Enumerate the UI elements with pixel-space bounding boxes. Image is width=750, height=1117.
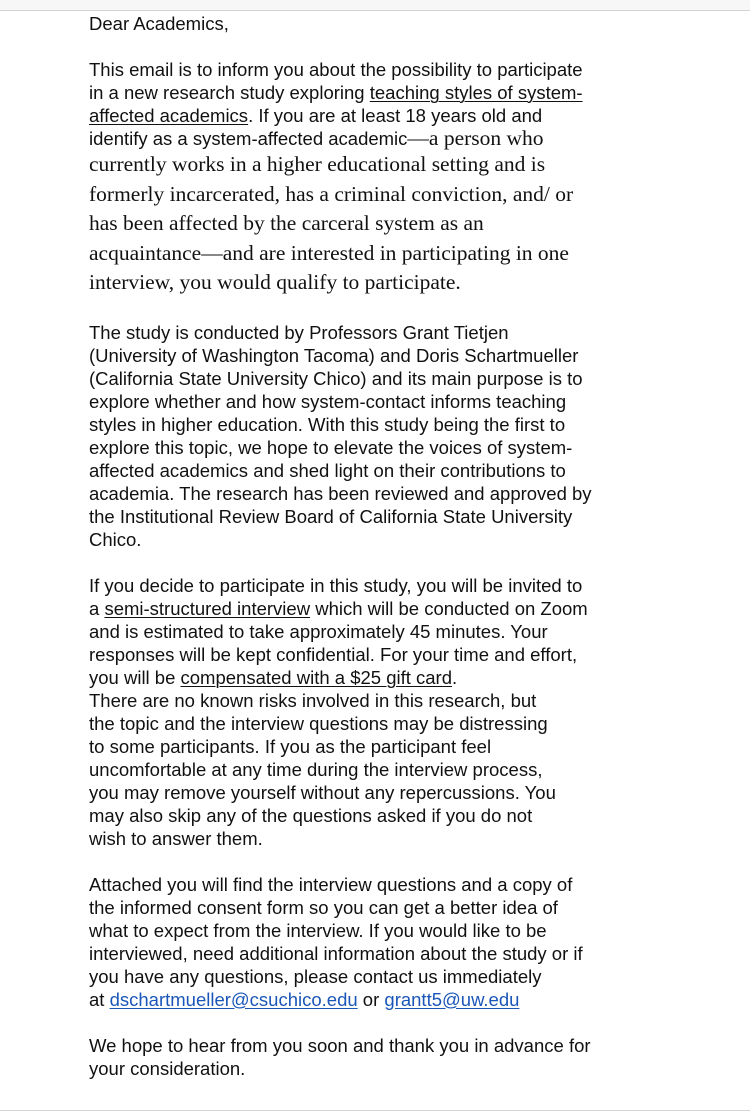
text-line: in a new research study exploring teaching styles of system- xyxy=(89,82,583,103)
text-line: Chico. xyxy=(89,528,142,550)
text-line: currently works in a higher educational setting and is xyxy=(89,152,546,176)
teaching-styles-link[interactable]: teaching styles of system- xyxy=(369,82,583,103)
participation-paragraph xyxy=(89,574,729,850)
text-line: styles in higher education. With this study being the first to xyxy=(89,413,566,435)
text-line: interviewed, need additional information about the study or if xyxy=(89,942,583,964)
text-line: to some participants. If you as the participant feel xyxy=(89,735,492,757)
text-line: (University of Washington Tacoma) and Doris Schartmueller xyxy=(89,344,579,366)
text-line: a semi-structured interview which will be conducted on Zoom xyxy=(89,597,588,619)
text-line: wish to answer them. xyxy=(89,827,263,849)
gift-card-link[interactable]: compensated with a $25 gift card xyxy=(180,666,453,688)
text-line: If you decide to participate in this study, you will be invited to xyxy=(89,574,583,596)
closing-paragraph xyxy=(89,1034,729,1080)
text-line: formerly incarcerated, has a criminal conviction, and/ or xyxy=(89,181,574,206)
text-line: you may remove yourself without any repercussions. You xyxy=(89,781,556,803)
text-line: interview, you would qualify to participate. xyxy=(89,270,461,294)
top-divider xyxy=(0,0,750,11)
email-link-grantt5[interactable]: grantt5@uw.edu xyxy=(384,988,520,1010)
email-link-dschartmueller[interactable]: dschartmueller@csuchico.edu xyxy=(109,988,358,1010)
text-line: the Institutional Review Board of California State University xyxy=(89,505,573,527)
text-line: academia. The research has been reviewed and approved by xyxy=(89,482,592,504)
text-line: affected academics and shed light on their contributions to xyxy=(89,459,566,481)
text-line: your consideration. xyxy=(89,1057,246,1079)
text-line: We hope to hear from you soon and thank you in advance for xyxy=(89,1034,591,1056)
text-line: at dschartmueller@csuchico.edu or grantt5@uw.edu xyxy=(89,988,520,1010)
text-line: may also skip any of the questions asked if you do not xyxy=(89,804,533,826)
text-line: explore this topic, we hope to elevate the voices of system- xyxy=(89,436,573,458)
text-line: There are no known risks involved in this research, but xyxy=(89,689,537,711)
email-body xyxy=(89,12,729,1103)
semi-structured-interview-link[interactable]: semi-structured interview xyxy=(104,597,311,619)
text-line: uncomfortable at any time during the interview process, xyxy=(89,758,543,780)
study-description-paragraph xyxy=(89,321,729,551)
text-line: you will be compensated with a $25 gift card. xyxy=(89,666,458,688)
email-greeting: Dear Academics, xyxy=(89,13,229,34)
teaching-styles-link[interactable]: affected academics xyxy=(89,105,249,126)
text-line: acquaintance—and are interested in participating in one xyxy=(89,240,569,265)
text-line: affected academics. If you are at least 18 years old and xyxy=(89,105,543,126)
text-line: you have any questions, please contact us immediately xyxy=(89,965,542,987)
text-line: explore whether and how system-contact informs teaching xyxy=(89,390,567,412)
text-line: and is estimated to take approximately 45 minutes. Your xyxy=(89,620,548,642)
text-line: This email is to inform you about the possibility to participate xyxy=(89,59,583,80)
text-line: has been affected by the carceral system as an xyxy=(89,211,484,235)
text-line: Attached you will find the interview questions and a copy of xyxy=(89,873,573,895)
text-line: the informed consent form so you can get a better idea of xyxy=(89,896,558,918)
text-line: The study is conducted by Professors Grant Tietjen xyxy=(89,321,509,343)
text-line: what to expect from the interview. If you would like to be xyxy=(89,919,547,941)
text-line: responses will be kept confidential. For your time and effort, xyxy=(89,643,578,665)
contact-paragraph xyxy=(89,873,729,1011)
text-line: identify as a system-affected academic—a person who xyxy=(89,126,544,150)
text-line: the topic and the interview questions may be distressing xyxy=(89,712,548,734)
text-line: (California State University Chico) and its main purpose is to xyxy=(89,367,583,389)
bottom-divider xyxy=(0,1110,750,1111)
intro-paragraph xyxy=(89,58,729,298)
